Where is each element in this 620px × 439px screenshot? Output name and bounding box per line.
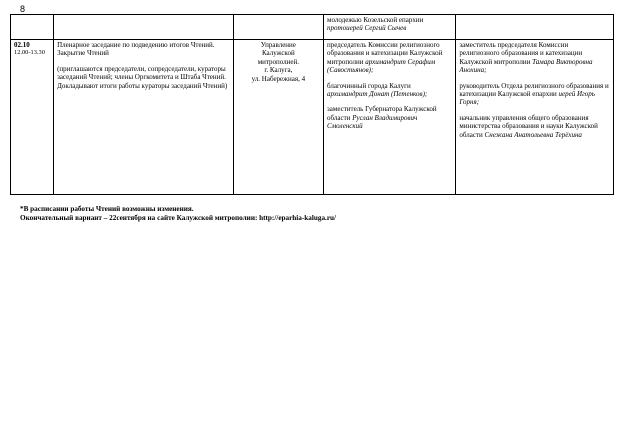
cell-date-time (11, 40, 54, 195)
official-role: руководитель Отдела религиозного образования и катехизации Калужской епархии (459, 81, 609, 99)
page-number: 8 (20, 4, 26, 14)
location-line: г. Калуга, (264, 66, 293, 75)
location-line: Управление (260, 41, 296, 49)
event-title: Пленарное заседание по подведению итогов Чтений. Закрытие Чтений (57, 41, 215, 58)
cell-officials-empty (456, 15, 614, 40)
cell-location-empty (233, 15, 323, 40)
cell-event-empty (54, 15, 234, 40)
cell-participants (324, 40, 456, 195)
event-time: 12.00-13.30 (14, 49, 45, 57)
participant-name: архимандрит Донат (Петенков); (327, 90, 428, 99)
participant-entry (327, 82, 452, 99)
event-date: 02.10 (14, 41, 30, 49)
cell-location (233, 40, 323, 195)
official-name: Тамара Викторовна Анохина; (459, 57, 593, 75)
continued-role-text: молодежью Козельской епархии (327, 16, 424, 24)
official-role: заместитель председателя Комиссии религиозного образования и катехизации Калужской митрополии (459, 41, 583, 66)
footnote (20, 205, 336, 223)
participant-name: архимандрит Серафим (Савостьянов); (327, 57, 436, 75)
official-entry (459, 41, 610, 75)
continued-name-text: протоиерей Сергий Сычев (327, 24, 407, 33)
cell-officials (456, 40, 614, 195)
participant-entry (327, 105, 452, 130)
footnote-final-version: Окончательный вариант – 22сентября на сайте Калужской митрополии: http://eparhia-kaluga.ru/ (20, 214, 337, 222)
official-entry (459, 82, 610, 107)
table-row-plenary (11, 40, 614, 195)
location-line: митрополией. (257, 57, 300, 66)
program-table (10, 14, 614, 195)
participant-role: благочинный города Калуги (327, 81, 411, 90)
event-details: (приглашаются председатели, сопредседатели, кураторы заседаний Чтений; члены Оргкомитета и Штаба Чтений. Докладывают итоги работы кураторы заседаний Чтений) (57, 64, 228, 90)
official-name: Снежана Анатольевна Терёхина (484, 130, 582, 139)
official-entry (459, 114, 610, 139)
cell-event (54, 40, 234, 195)
official-role: начальник управления общего образования министерства образования и науки Калужской области (459, 113, 598, 139)
cell-participants-continued (324, 15, 456, 40)
location-line: Калужской (261, 49, 295, 58)
table-row-continued (11, 15, 614, 40)
location-line: ул. Набережная, 4 (251, 74, 306, 83)
cell-date-empty (11, 15, 54, 40)
participant-name: Руслан Владимирович Смоленский (327, 113, 418, 131)
footnote-changes: *В расписании работы Чтений возможны изменения. (20, 205, 194, 213)
participant-entry (327, 41, 452, 75)
participant-role: заместитель Губернатора Калужской области (327, 105, 437, 122)
official-name: иерей Игорь Горня; (459, 90, 595, 107)
participant-role: председатель Комиссии религиозного образования и катехизации Калужской митрополии (327, 41, 443, 66)
